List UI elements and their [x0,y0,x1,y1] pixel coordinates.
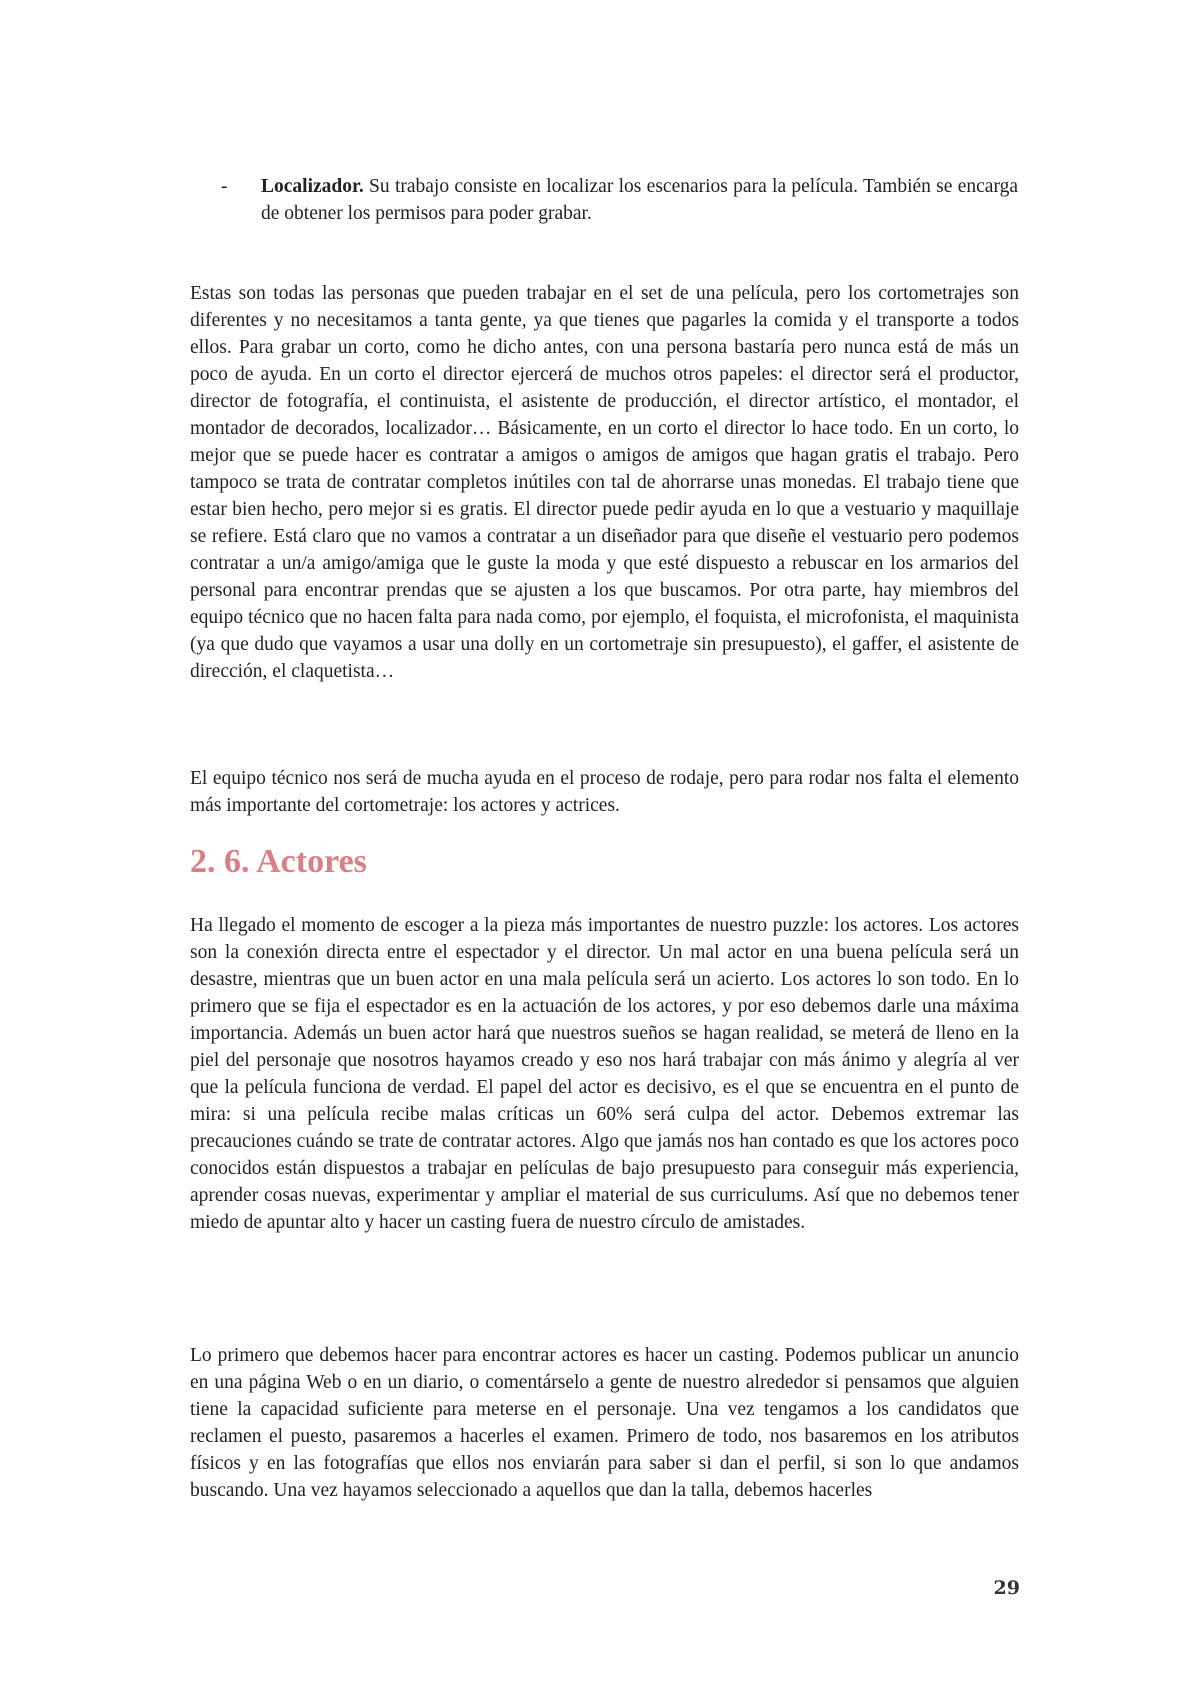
paragraph-casting: Lo primero que debemos hacer para encontrar actores es hacer un casting. Podemos publicar un anuncio en una página Web o en un diario, o comentárselo a gente de nuestro alrededor si pensamos que alguien tiene la capacidad suficiente para meterse en el personaje. Una vez tengamos a los candidatos que reclamen el puesto, pasaremos a hacerles el examen. Primero de todo, nos basaremos en los atributos físicos y en las fotografías que ellos nos enviarán para saber si dan el perfil, si son lo que andamos buscando. Una vez hayamos seleccionado a aquellos que dan la talla, debemos hacerles [190,1345,1019,1501]
bullet-text: Su trabajo consiste en localizar los escenarios para la película. También se encarga de obtener los permisos para poder grabar. [261,176,1018,224]
bullet-body [261,173,1018,227]
bullet-marker: - [221,176,228,197]
section-heading: 2. 6. Actores [190,843,367,880]
bullet-item-localizador [221,173,1018,227]
bullet-term: Localizador. [261,176,364,197]
paragraph-actores-intro: Ha llegado el momento de escoger a la pieza más importantes de nuestro puzzle: los actores. Los actores son la conexión directa entre el espectador y el director. Un mal actor en una buena película será un desastre, mientras que un buen actor en una mala película será un acierto. Los actores lo son todo. En lo primero que se fija el espectador es en la actuación de los actores, y por eso debemos darle una máxima importancia. Además un buen actor hará que nuestros sueños se hagan realidad, se meterá de lleno en la piel del personaje que nosotros hayamos creado y eso nos hará trabajar con más ánimo y alegría al ver que la película funciona de verdad. El papel del actor es decisivo, es el que se encuentra en el punto de mira: si una película recibe malas críticas un 60% será culpa del actor. Debemos extremar las precauciones cuándo se trate de contratar actores. Algo que jamás nos han contado es que los actores poco conocidos están dispuestos a trabajar en películas de bajo presupuesto para conseguir más experiencia, aprender cosas nuevas, experimentar y ampliar el material de sus curriculums. Así que no debemos tener miedo de apuntar alto y hacer un casting fuera de nuestro círculo de amistades. [190,915,1019,1233]
paragraph-transition: El equipo técnico nos será de mucha ayuda en el proceso de rodaje, pero para rodar nos falta el elemento más importante del cortometraje: los actores y actrices. [190,768,1019,816]
page-number: 29 [993,1577,1020,1599]
paragraph-equipo-tecnico: Estas son todas las personas que pueden trabajar en el set de una película, pero los cortometrajes son diferentes y no necesitamos a tanta gente, ya que tienes que pagarles la comida y el transporte a todos ellos. Para grabar un corto, como he dicho antes, con una persona bastaría pero nunca está de más un poco de ayuda. En un corto el director ejercerá de muchos otros papeles: el director será el productor, director de fotografía, el continuista, el asistente de producción, el director artístico, el montador, el montador de decorados, localizador… Básicamente, en un corto el director lo hace todo. En un corto, lo mejor que se puede hacer es contratar a amigos o amigos de amigos que hagan gratis el trabajo. Pero tampoco se trata de contratar completos inútiles con tal de ahorrarse unas monedas. El trabajo tiene que estar bien hecho, pero mejor si es gratis. El director puede pedir ayuda en lo que a vestuario y maquillaje se refiere. Está claro que no vamos a contratar a un diseñador para que diseñe el vestuario pero podemos contratar a un/a amigo/amiga que le guste la moda y que esté dispuesto a rebuscar en los armarios del personal para encontrar prendas que se ajusten a los que buscamos. Por otra parte, hay miembros del equipo técnico que no hacen falta para nada como, por ejemplo, el foquista, el microfonista, el maquinista (ya que dudo que vayamos a usar una dolly en un cortometraje sin presupuesto), el gaffer, el asistente de dirección, el claquetista… [190,283,1019,682]
